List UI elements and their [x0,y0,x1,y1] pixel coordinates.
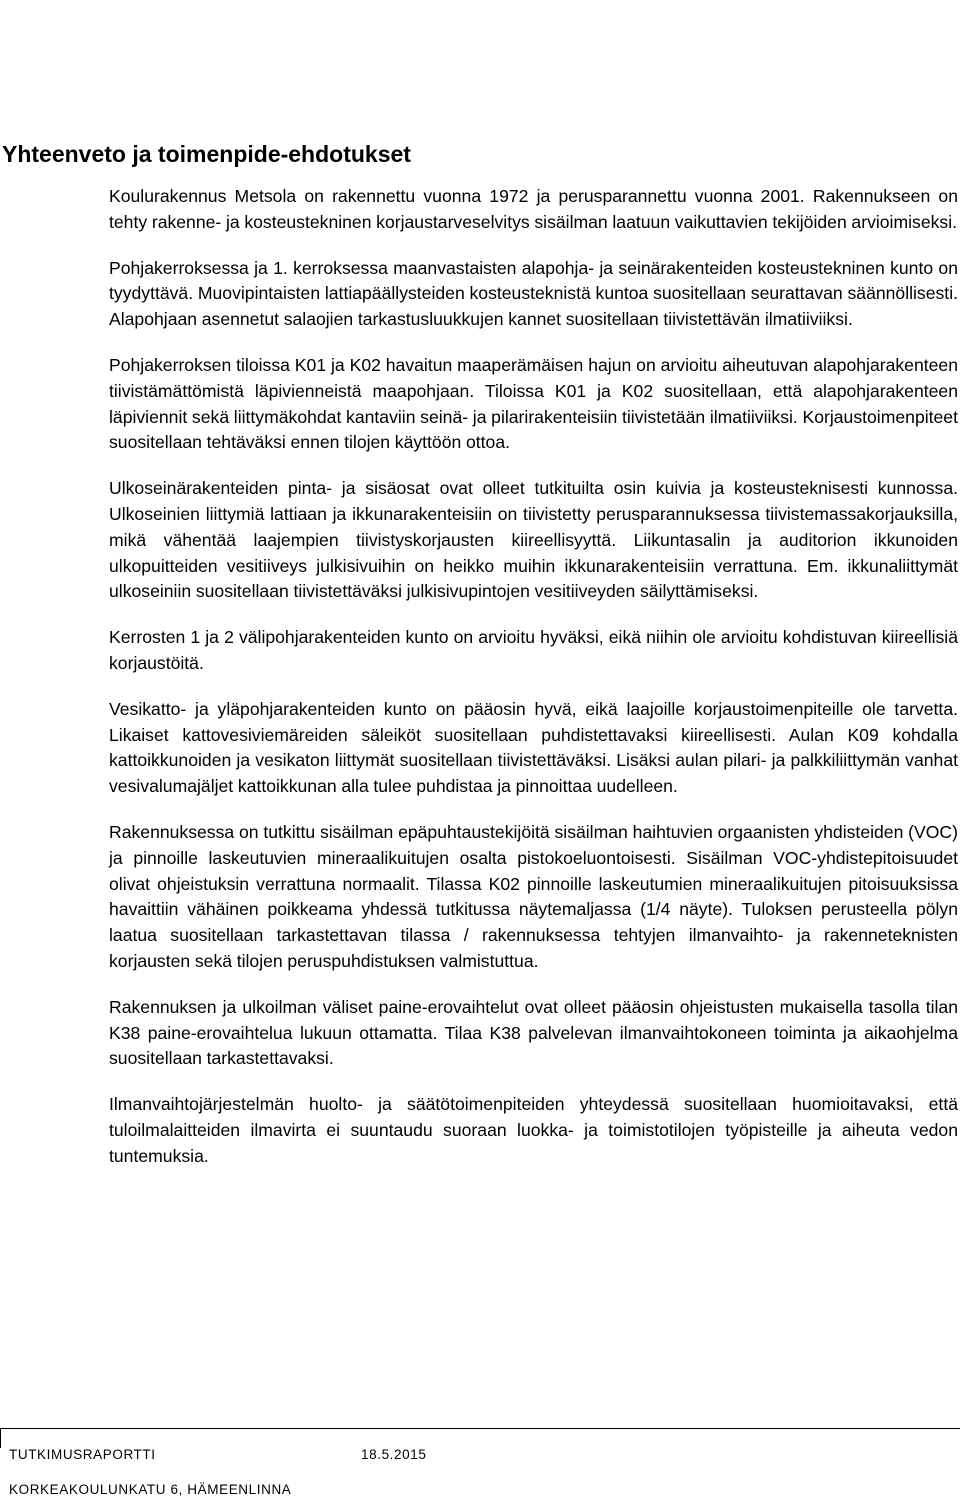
paragraph-intermediate-floors: Kerrosten 1 ja 2 välipohjarakenteiden kunto on arvioitu hyväksi, eikä niihin ole arvioitu kohdistuvan kiireellisiä korjaustöitä. [109,627,958,673]
paragraph-exterior-walls: Ulkoseinärakenteiden pinta- ja sisäosat ovat olleet tutkituilta osin kuivia ja kosteusteknisesti kunnossa. Ulkoseinien liittymiä lattiaan ja ikkunarakenteisiin on tiivistetty perusparannuksessa tiivistemassakorjauksilla, mikä vähentää laajempien tiivistyskorjausten kiireellisyyttä. Liikuntasalin ja auditorion ikkunoiden ulkopuitteiden vesitiiveys julkisivuihin on heikko muihin ikkunarakenteisiin verrattuna. Em. ikkunaliittymät ulkoseiniin suositellaan tiivistettäväksi julkisivupintojen vesitiiveyden säilyttämiseksi. [109,478,958,602]
paragraph-k01-k02: Pohjakerroksen tiloissa K01 ja K02 havaitun maaperämäisen hajun on arvioitu aiheutuvan alapohjarakenteen tiivistämättömistä läpivienneistä maapohjaan. Tiloissa K01 ja K02 suositellaan, että alapohjarakenteen läpiviennit sekä liittymäkohdat kantaviin seinä- ja pilarirakenteisiin tiivistetään ilmatiiviiksi. Korjaustoimenpiteet suositellaan tehtäväksi ennen tilojen käyttöön ottoa. [109,354,958,453]
paragraph-building-info: Koulurakennus Metsola on rakennettu vuonna 1972 ja perusparannettu vuonna 2001. Rakennukseen on tehty rakenne- ja kosteustekninen korjaustarveselvitys sisäilman laatuun vaikuttavien tekijöiden arvioimiseksi. [109,186,958,232]
summary-body [109,184,958,1190]
paragraph-ventilation: Ilmanvaihtojärjestelmän huolto- ja säätötoimenpiteiden yhteydessä suositellaan huomioitavaksi, että tuloilmalaitteiden ilmavirta ei suuntaudu suoraan luokka- ja toimistotilojen työpisteille ja aiheuta vedon tuntemuksia. [109,1094,958,1166]
section-heading: Yhteenveto ja toimenpide-ehdotukset [2,141,411,167]
footer-divider-tick [0,1428,1,1448]
footer-date: 18.5.2015 [361,1447,427,1462]
paragraph-roof: Vesikatto- ja yläpohjarakenteiden kunto on pääosin hyvä, eikä laajoille korjaustoimenpiteille ole tarvetta. Likaiset kattovesiviemäreiden säleiköt suositellaan puhdistettavaksi kiireellisesti. Aulan K09 kohdalla kattoikkunoiden ja vesikaton liittymät suositellaan tiivistettäväksi. Lisäksi aulan pilari- ja palkkiliittymän vanhat vesivalumajäljet kattoikkunan alla tulee puhdistaa ja pinnoittaa uudelleen. [109,698,958,797]
paragraph-indoor-air: Rakennuksessa on tutkittu sisäilman epäpuhtaustekijöitä sisäilman haihtuvien orgaanisten yhdisteiden (VOC) ja pinnoille laskeutuvien mineraalikuitujen osalta pistokoeluontoisesti. Sisäilman VOC-yhdistepitoisuudet olivat ohjeistuksin verrattuna normaalit. Tilassa K02 pinnoille laskeutumien mineraalikuitujen pitoisuuksissa havaittiin vähäinen poikkeama yhdessä tutkitussa näytemaljassa (1/4 näyte). Tuloksen perusteella pölyn laatua suositellaan tarkastettavan tilassa / rakennuksessa tehtyjen ilmanvaihto- ja rakenneteknisten korjausten sekä tilojen peruspuhdistuksen valmistuttua. [109,821,958,971]
footer-address: KORKEAKOULUNKATU 6, HÄMEENLINNA [9,1482,292,1497]
footer-divider [0,1428,960,1429]
paragraph-pressure: Rakennuksen ja ulkoilman väliset paine-erovaihtelut ovat olleet pääosin ohjeistusten mukaisella tasolla tilan K38 paine-erovaihtelua lukuun ottamatta. Tilaa K38 palvelevan ilmanvaihtokoneen toiminta ja aikaohjelma suositellaan tarkastettavaksi. [109,996,958,1069]
paragraph-base-floor: Pohjakerroksessa ja 1. kerroksessa maanvastaisten alapohja- ja seinärakenteiden kosteustekninen kunto on tyydyttävä. Muovipintaisten lattiapäällysteiden kosteusteknistä kuntoa suositellaan seurattavan säännöllisesti. Alapohjaan asennetut salaojien tarkastusluukkujen kannet suositellaan tiivistettävän ilmatiiviiksi. [109,257,958,330]
footer-report-type: TUTKIMUSRAPORTTI [9,1447,156,1462]
